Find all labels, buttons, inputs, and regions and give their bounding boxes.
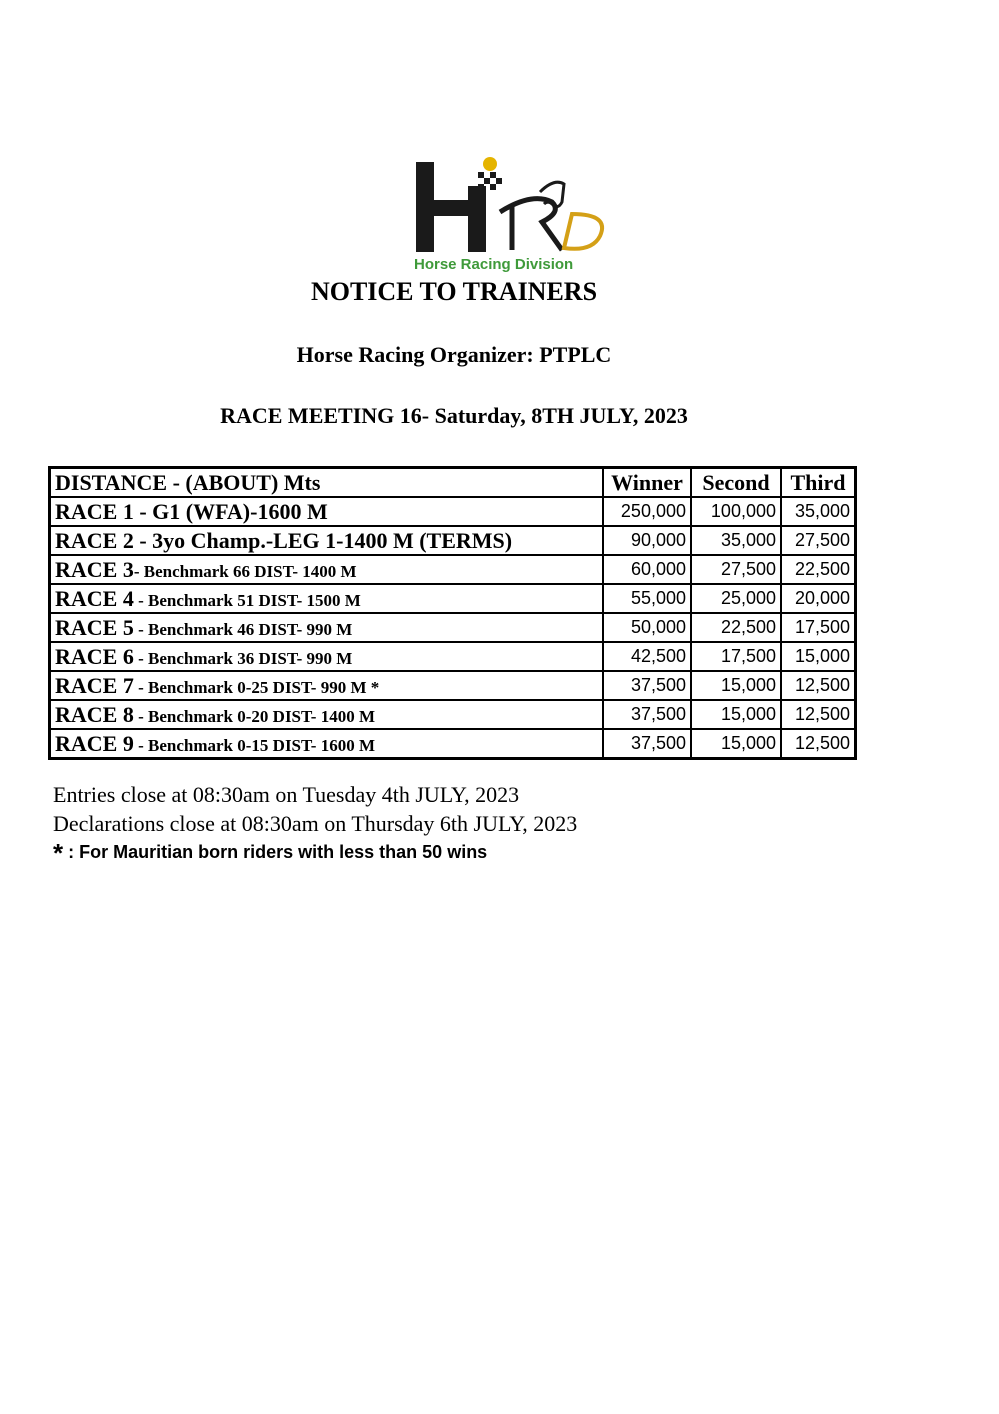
- race-cell: RACE 6 - Benchmark 36 DIST- 990 M: [50, 642, 604, 671]
- entries-note: Entries close at 08:30am on Tuesday 4th JULY, 2023: [53, 782, 520, 807]
- third-prize: 12,500: [781, 671, 856, 700]
- table-header-row: [50, 468, 856, 498]
- second-prize: 100,000: [691, 497, 781, 526]
- winner-prize: 50,000: [603, 613, 691, 642]
- race-cell: RACE 1 - G1 (WFA)-1600 M: [50, 497, 604, 526]
- second-prize: 27,500: [691, 555, 781, 584]
- winner-prize: 60,000: [603, 555, 691, 584]
- logo-caption: Horse Racing Division: [414, 256, 574, 273]
- third-prize: 12,500: [781, 729, 856, 759]
- meeting-title: RACE MEETING 16- Saturday, 8TH JULY, 2023: [220, 403, 688, 428]
- table-row: [50, 526, 856, 555]
- footnote-text: : For Mauritian born riders with less than 50 wins: [63, 842, 488, 862]
- header-third: Third: [781, 468, 856, 498]
- race-cell: RACE 7 - Benchmark 0-25 DIST- 990 M *: [50, 671, 604, 700]
- second-prize: 25,000: [691, 584, 781, 613]
- second-prize: 17,500: [691, 642, 781, 671]
- race-cell: RACE 5 - Benchmark 46 DIST- 990 M: [50, 613, 604, 642]
- third-prize: 20,000: [781, 584, 856, 613]
- table-row: [50, 642, 856, 671]
- race-cell: RACE 9 - Benchmark 0-15 DIST- 1600 M: [50, 729, 604, 759]
- third-prize: 17,500: [781, 613, 856, 642]
- table-row: [50, 584, 856, 613]
- header-distance: DISTANCE - (ABOUT) Mts: [50, 468, 604, 498]
- table-row: [50, 700, 856, 729]
- table-row: [50, 497, 856, 526]
- winner-prize: 37,500: [603, 729, 691, 759]
- winner-prize: 42,500: [603, 642, 691, 671]
- winner-prize: 37,500: [603, 671, 691, 700]
- winner-prize: 37,500: [603, 700, 691, 729]
- table-row: [50, 729, 856, 759]
- table-row: [50, 555, 856, 584]
- second-prize: 35,000: [691, 526, 781, 555]
- race-cell: RACE 3- Benchmark 66 DIST- 1400 M: [50, 555, 604, 584]
- footnote-star: *: [53, 838, 64, 868]
- second-prize: 15,000: [691, 729, 781, 759]
- second-prize: 15,000: [691, 700, 781, 729]
- footnote: [53, 838, 487, 869]
- race-prize-table: [48, 466, 857, 760]
- winner-prize: 55,000: [603, 584, 691, 613]
- third-prize: 27,500: [781, 526, 856, 555]
- organizer-title: Horse Racing Organizer: PTPLC: [296, 342, 612, 367]
- second-prize: 22,500: [691, 613, 781, 642]
- second-prize: 15,000: [691, 671, 781, 700]
- table-row: [50, 613, 856, 642]
- header-second: Second: [691, 468, 781, 498]
- race-cell: RACE 2 - 3yo Champ.-LEG 1-1400 M (TERMS): [50, 526, 604, 555]
- race-cell: RACE 8 - Benchmark 0-20 DIST- 1400 M: [50, 700, 604, 729]
- notice-title: NOTICE TO TRAINERS: [310, 277, 598, 306]
- third-prize: 22,500: [781, 555, 856, 584]
- winner-prize: 250,000: [603, 497, 691, 526]
- winner-prize: 90,000: [603, 526, 691, 555]
- third-prize: 12,500: [781, 700, 856, 729]
- header-winner: Winner: [603, 468, 691, 498]
- third-prize: 15,000: [781, 642, 856, 671]
- table-row: [50, 671, 856, 700]
- third-prize: 35,000: [781, 497, 856, 526]
- declarations-note: Declarations close at 08:30am on Thursday 6th JULY, 2023: [53, 811, 578, 836]
- race-cell: RACE 4 - Benchmark 51 DIST- 1500 M: [50, 584, 604, 613]
